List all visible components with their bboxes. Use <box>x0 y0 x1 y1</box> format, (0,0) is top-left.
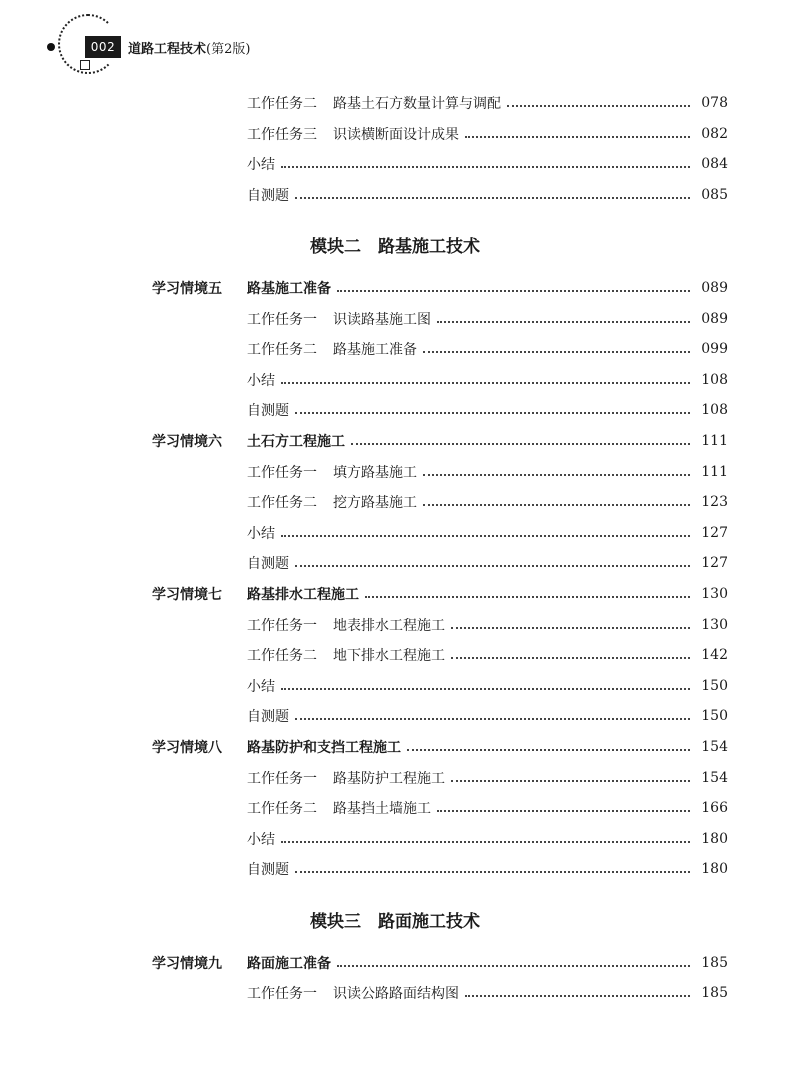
toc-entry-title: 路基防护和支挡工程施工 <box>247 740 401 756</box>
toc-sub-row[interactable] <box>0 858 790 880</box>
section-number: 学习情境六 <box>152 434 222 450</box>
toc-page-number: 130 <box>701 586 728 602</box>
task-title: 识读公路路面结构图 <box>333 986 459 1003</box>
toc-entry-title: 路基施工准备 <box>247 281 331 297</box>
toc-page-number: 108 <box>701 402 728 419</box>
dot-leader <box>295 197 690 199</box>
toc-page-number: 127 <box>701 555 728 572</box>
toc-task-row[interactable] <box>0 338 790 360</box>
dot-leader <box>295 871 690 873</box>
toc-page-number: 150 <box>701 708 728 725</box>
toc-page-number: 154 <box>701 739 728 755</box>
dot-leader <box>423 351 690 353</box>
dot-leader <box>295 565 690 567</box>
dot-leader <box>451 780 690 782</box>
toc-entry-label <box>247 462 419 482</box>
toc-entry-label <box>247 124 461 144</box>
toc-task-row[interactable] <box>0 982 790 1004</box>
dot-leader <box>437 321 690 323</box>
header-book-title <box>128 38 250 57</box>
book-edition: (第2版) <box>206 42 251 57</box>
toc-section-row[interactable] <box>0 736 790 758</box>
toc-page-number: 084 <box>701 156 728 173</box>
toc-entry-title: 自测题 <box>247 862 289 879</box>
toc-entry-title: 自测题 <box>247 556 289 573</box>
dot-leader <box>465 995 690 997</box>
toc-entry-title: 自测题 <box>247 187 289 204</box>
task-title: 地下排水工程施工 <box>333 648 445 665</box>
toc-page-number: 150 <box>701 677 728 694</box>
toc-entry-label <box>247 93 503 113</box>
dot-leader <box>451 657 690 659</box>
toc-task-row[interactable] <box>0 614 790 636</box>
task-number: 工作任务二 <box>247 801 317 818</box>
toc-section-row[interactable] <box>0 952 790 974</box>
toc-task-row[interactable] <box>0 797 790 819</box>
header-page-number: 002 <box>85 36 121 58</box>
toc-page-number: 089 <box>701 280 728 296</box>
module-heading: 模块二 路基施工技术 <box>310 237 480 258</box>
toc-sub-row[interactable] <box>0 184 790 206</box>
task-title: 路基防护工程施工 <box>333 770 445 787</box>
toc-entry-title: 小结 <box>247 372 275 389</box>
task-number: 工作任务二 <box>247 495 317 512</box>
toc-entry-title: 自测题 <box>247 403 289 420</box>
toc-entry-label <box>247 768 447 788</box>
toc-entry-label <box>247 798 433 818</box>
dot-leader <box>437 810 690 812</box>
toc-task-row[interactable] <box>0 308 790 330</box>
toc-section-row[interactable] <box>0 583 790 605</box>
toc-entry-title: 路面施工准备 <box>247 955 331 972</box>
toc-page-number: 111 <box>701 463 728 480</box>
toc-page-number: 142 <box>701 647 728 664</box>
task-title: 路基土石方数量计算与调配 <box>333 96 501 112</box>
dot-leader <box>281 688 690 690</box>
toc-entry-title: 自测题 <box>247 709 289 726</box>
toc-entry-label <box>247 615 447 635</box>
toc-entry-label <box>247 339 419 359</box>
dot-leader <box>281 166 690 168</box>
toc-sub-row[interactable] <box>0 522 790 544</box>
toc-page-number: 130 <box>701 616 728 633</box>
task-title: 路基挡土墙施工 <box>333 801 431 818</box>
toc-sub-row[interactable] <box>0 828 790 850</box>
toc-page-number: 154 <box>701 769 728 786</box>
dot-leader <box>423 504 690 506</box>
task-title: 识读路基施工图 <box>333 311 431 328</box>
toc-page-number: 111 <box>701 433 728 449</box>
dot-leader <box>365 596 690 598</box>
toc-task-row[interactable] <box>0 491 790 513</box>
toc-page-number: 082 <box>701 125 728 142</box>
toc-page-number: 123 <box>701 494 728 511</box>
toc-page-number: 078 <box>701 95 728 111</box>
dot-leader <box>295 412 690 414</box>
dot-leader <box>281 382 690 384</box>
toc-task-row[interactable] <box>0 767 790 789</box>
dot-leader <box>337 290 690 292</box>
toc-task-row[interactable] <box>0 92 790 114</box>
task-number: 工作任务一 <box>247 770 317 787</box>
task-number: 工作任务一 <box>247 986 317 1003</box>
toc-entry-title: 小结 <box>247 831 275 848</box>
toc-page-number: 180 <box>701 830 728 847</box>
dot-leader <box>351 443 690 445</box>
toc-entry-title: 小结 <box>247 678 275 695</box>
toc-page-number: 166 <box>701 800 728 817</box>
toc-entry-label <box>247 983 461 1003</box>
toc-section-row[interactable] <box>0 277 790 299</box>
toc-sub-row[interactable] <box>0 675 790 697</box>
dot-leader <box>465 136 690 138</box>
task-title: 路基施工准备 <box>333 342 417 359</box>
toc-sub-row[interactable] <box>0 399 790 421</box>
task-number: 工作任务三 <box>247 126 317 143</box>
toc-task-row[interactable] <box>0 123 790 145</box>
dot-leader <box>281 841 690 843</box>
dot-leader <box>507 105 690 107</box>
toc-page-number: 108 <box>701 371 728 388</box>
dot-leader <box>423 474 690 476</box>
section-number: 学习情境九 <box>152 955 222 972</box>
module-heading: 模块三 路面施工技术 <box>310 912 480 932</box>
header-square <box>80 60 90 70</box>
toc-task-row[interactable] <box>0 644 790 666</box>
section-number: 学习情境五 <box>152 281 222 297</box>
toc-page-number: 089 <box>701 310 728 327</box>
task-number: 工作任务一 <box>247 617 317 634</box>
section-number: 学习情境七 <box>152 587 222 603</box>
toc-entry-label <box>247 492 419 512</box>
dot-leader <box>295 718 690 720</box>
toc-entry-title: 土石方工程施工 <box>247 434 345 450</box>
task-title: 填方路基施工 <box>333 464 417 481</box>
dot-leader <box>451 627 690 629</box>
task-number: 工作任务二 <box>247 648 317 665</box>
task-title: 地表排水工程施工 <box>333 617 445 634</box>
toc-page-number: 185 <box>701 985 728 1002</box>
toc-section-row[interactable] <box>0 430 790 452</box>
dot-leader <box>281 535 690 537</box>
toc-entry-label <box>247 309 433 329</box>
task-number: 工作任务一 <box>247 311 317 328</box>
toc-page-number: 085 <box>701 186 728 203</box>
toc-sub-row[interactable] <box>0 369 790 391</box>
toc-entry-label <box>247 645 447 665</box>
toc-page-number: 127 <box>701 524 728 541</box>
toc-task-row[interactable] <box>0 461 790 483</box>
toc-page-number: 180 <box>701 861 728 878</box>
book-title-text: 道路工程技术 <box>128 42 207 57</box>
toc-sub-row[interactable] <box>0 552 790 574</box>
task-number: 工作任务一 <box>247 464 317 481</box>
task-number: 工作任务二 <box>247 342 317 359</box>
toc-entry-title: 小结 <box>247 525 275 542</box>
toc-page-number: 099 <box>701 341 728 358</box>
toc-entry-title: 小结 <box>247 157 275 174</box>
dot-leader <box>337 965 690 967</box>
task-title: 挖方路基施工 <box>333 495 417 512</box>
toc-sub-row[interactable] <box>0 705 790 727</box>
toc-page-number: 185 <box>701 954 728 971</box>
toc-sub-row[interactable] <box>0 153 790 175</box>
header-dot <box>47 43 55 51</box>
task-number: 工作任务二 <box>247 96 317 112</box>
dot-leader <box>407 749 690 751</box>
toc-entry-title: 路基排水工程施工 <box>247 587 359 603</box>
section-number: 学习情境八 <box>152 740 222 756</box>
task-title: 识读横断面设计成果 <box>333 126 459 143</box>
